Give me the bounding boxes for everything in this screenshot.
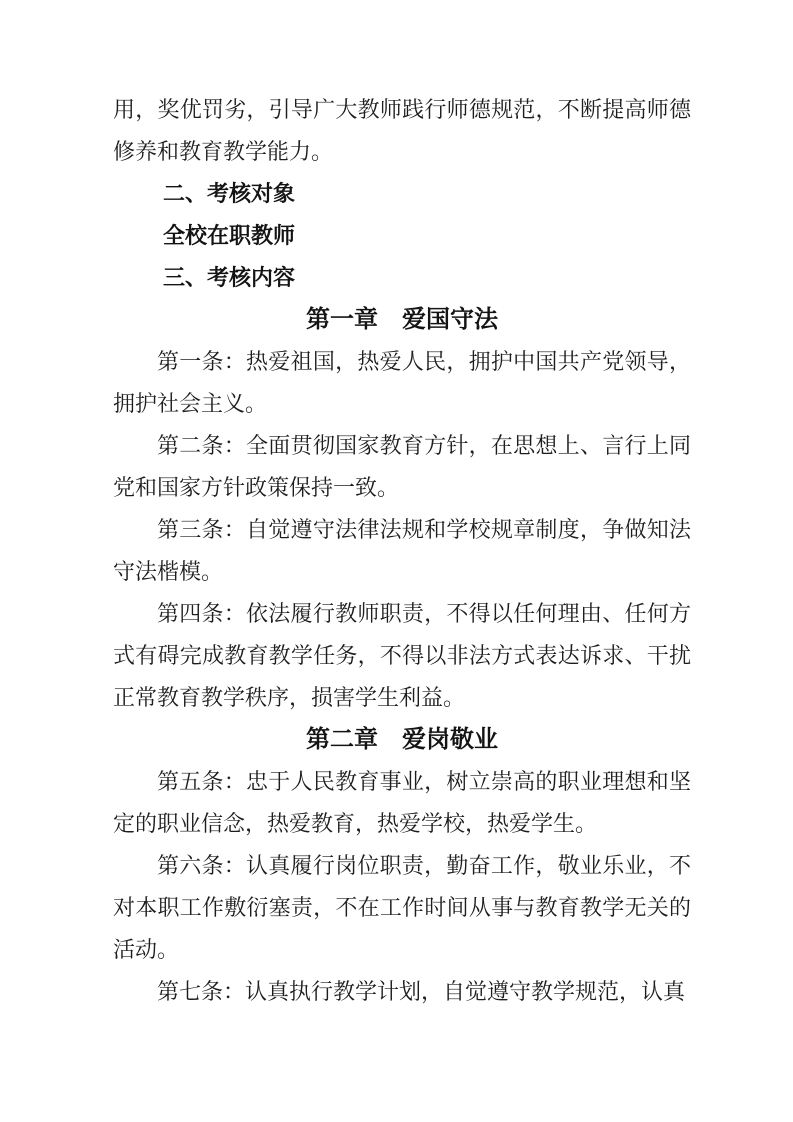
chapter-heading-2-dedication: 第二章 爱岗敬业 [306,726,498,753]
subheading-assessment-target: 二、考核对象 [163,181,296,206]
paragraph-article-1: 第一条：热爱祖国，热爱人民，拥护中国共产党领导，拥护社会主义。 [113,349,691,416]
document-content [113,89,691,1013]
paragraph-article-3: 第三条：自觉遵守法律法规和学校规章制度，争做知法守法楷模。 [113,517,691,584]
paragraph-intro-continuation: 用，奖优罚劣，引导广大教师践行师德规范，不断提高师德修养和教育教学能力。 [113,97,691,164]
paragraph-article-7-truncated: 第七条：认真执行教学计划，自觉遵守教学规范，认真 [157,979,686,1004]
paragraph-article-4: 第四条：依法履行教师职责，不得以任何理由、任何方式有碍完成教育教学任务，不得以非法方式表达诉求、干扰正常教育教学秩序，损害学生利益。 [113,601,691,710]
chapter-heading-1-patriotism-law: 第一章 爱国守法 [306,306,498,333]
paragraph-article-6: 第六条：认真履行岗位职责，勤奋工作，敬业乐业，不对本职工作敷衍塞责，不在工作时间从事与教育教学无关的活动。 [113,853,691,962]
text-assessment-target-value: 全校在职教师 [163,223,296,248]
paragraph-article-2: 第二条：全面贯彻国家教育方针，在思想上、言行上同党和国家方针政策保持一致。 [113,433,691,500]
subheading-assessment-content: 三、考核内容 [163,265,296,290]
paragraph-article-5: 第五条：忠于人民教育事业，树立崇高的职业理想和坚定的职业信念，热爱教育，热爱学校，热爱学生。 [113,769,691,836]
